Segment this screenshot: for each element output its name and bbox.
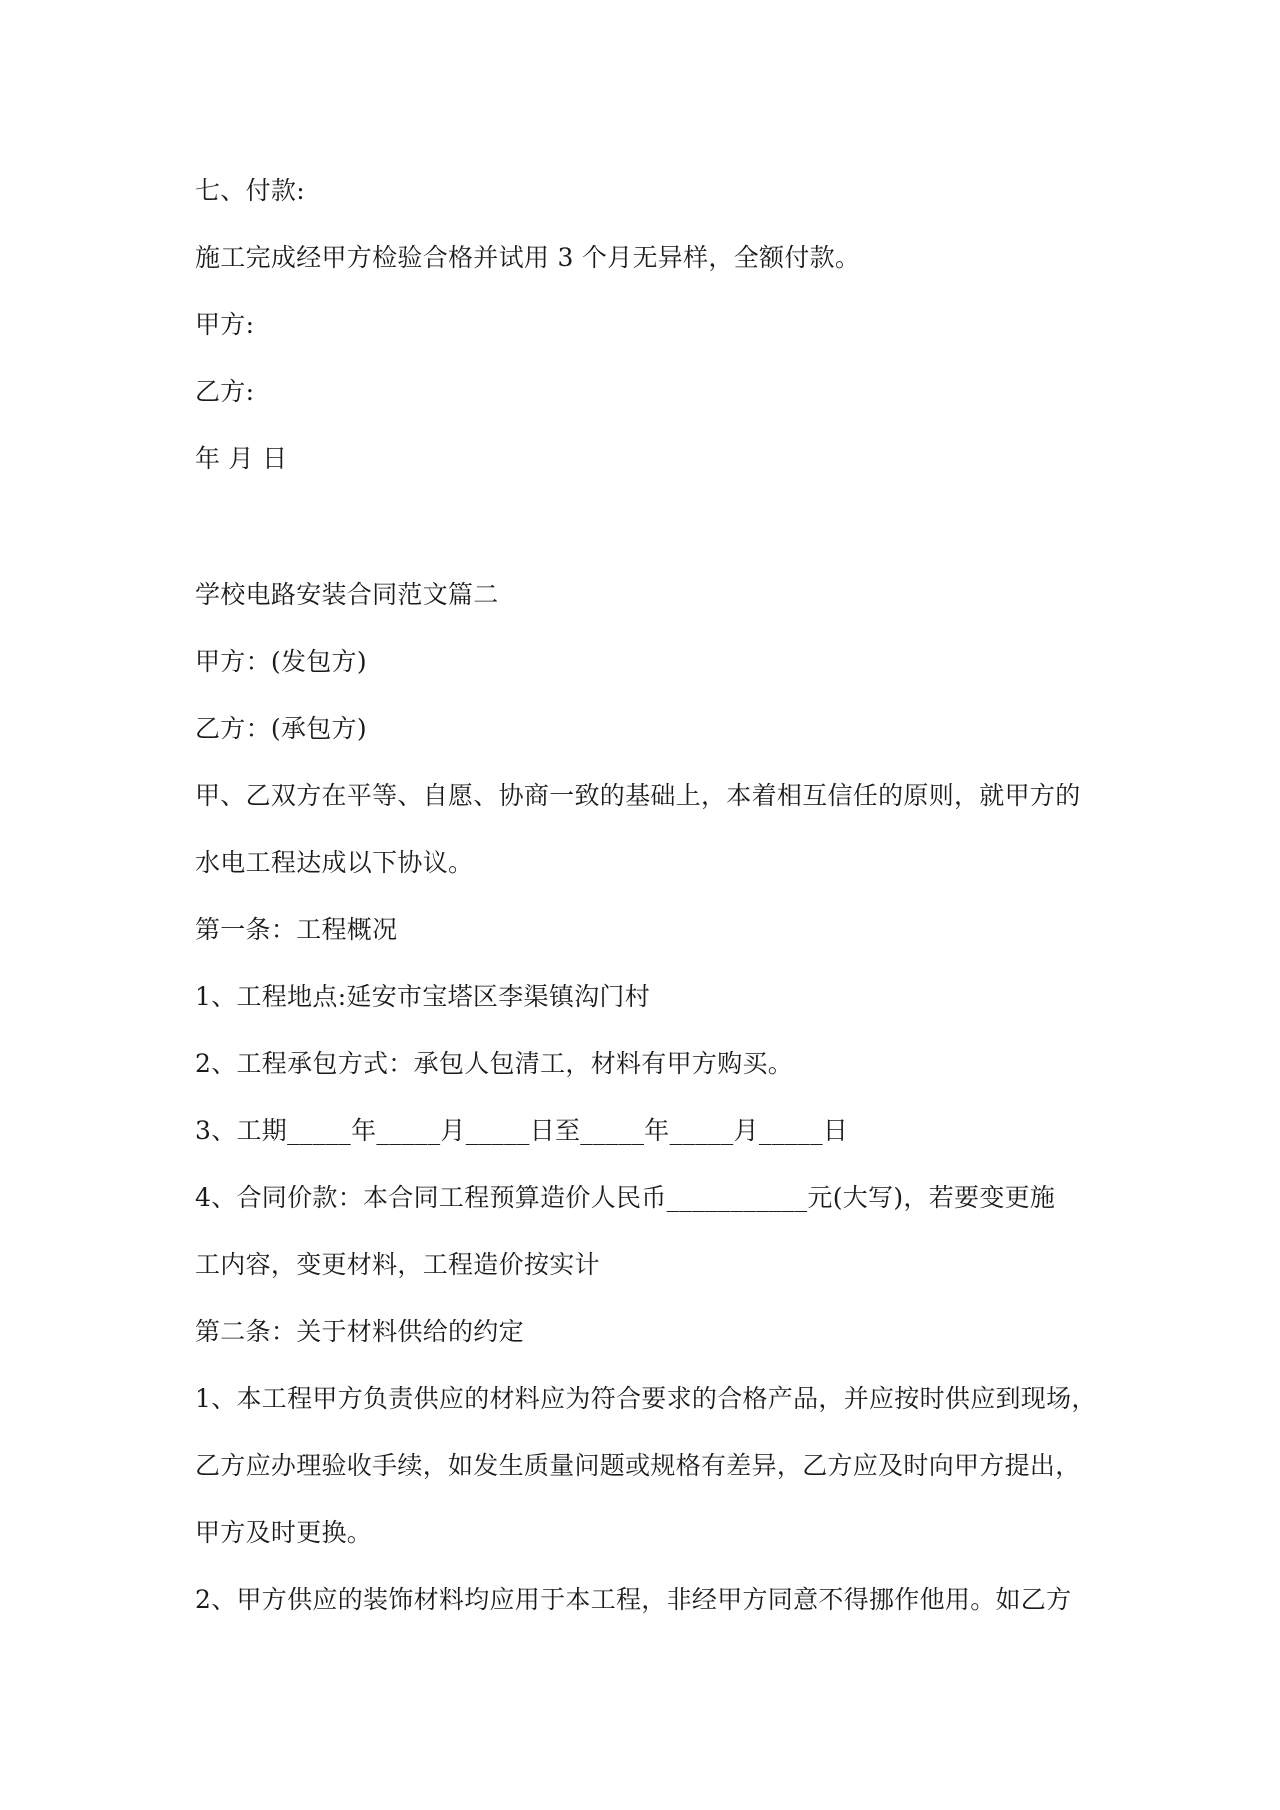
article-one-item-4-line-1: 4、合同价款：本合同工程预算造价人民币___________元(大写)，若要变更施: [195, 1183, 1056, 1212]
party-b-line: 乙方：(承包方): [195, 714, 367, 743]
intro-paragraph-line-2: 水电工程达成以下协议。: [195, 848, 474, 877]
article-one-item-4-line-2: 工内容，变更材料，工程造价按实计: [195, 1250, 600, 1279]
payment-text: 施工完成经甲方检验合格并试用 3 个月无异样，全额付款。: [195, 243, 861, 272]
party-b-signature-label: 乙方:: [195, 377, 255, 406]
article-two-item-1-line-3: 甲方及时更换。: [195, 1518, 373, 1547]
article-one-item-2: 2、工程承包方式：承包人包清工，材料有甲方购买。: [195, 1049, 794, 1078]
article-two-item-1-line-1: 1、本工程甲方负责供应的材料应为符合要求的合格产品，并应按时供应到现场，: [195, 1384, 1097, 1413]
contract-title: 学校电路安装合同范文篇二: [195, 580, 499, 609]
party-a-signature-label: 甲方:: [195, 310, 255, 339]
date-line: 年 月 日: [195, 444, 288, 473]
article-one-item-1: 1、工程地点:延安市宝塔区李渠镇沟门村: [195, 982, 651, 1011]
intro-paragraph-line-1: 甲、乙双方在平等、自愿、协商一致的基础上，本着相互信任的原则，就甲方的: [195, 781, 1081, 810]
article-two-item-1-line-2: 乙方应办理验收手续，如发生质量问题或规格有差异，乙方应及时向甲方提出，: [195, 1451, 1081, 1480]
section-seven-heading: 七、付款:: [195, 176, 305, 205]
article-one-item-3: 3、工期_____年_____月_____日至_____年_____月_____日: [195, 1116, 849, 1145]
article-two-heading: 第二条：关于材料供给的约定: [195, 1317, 524, 1346]
party-a-line: 甲方：(发包方): [195, 647, 367, 676]
article-two-item-2-line-1: 2、甲方供应的装饰材料均应用于本工程，非经甲方同意不得挪作他用。如乙方: [195, 1585, 1072, 1614]
article-one-heading: 第一条：工程概况: [195, 915, 398, 944]
